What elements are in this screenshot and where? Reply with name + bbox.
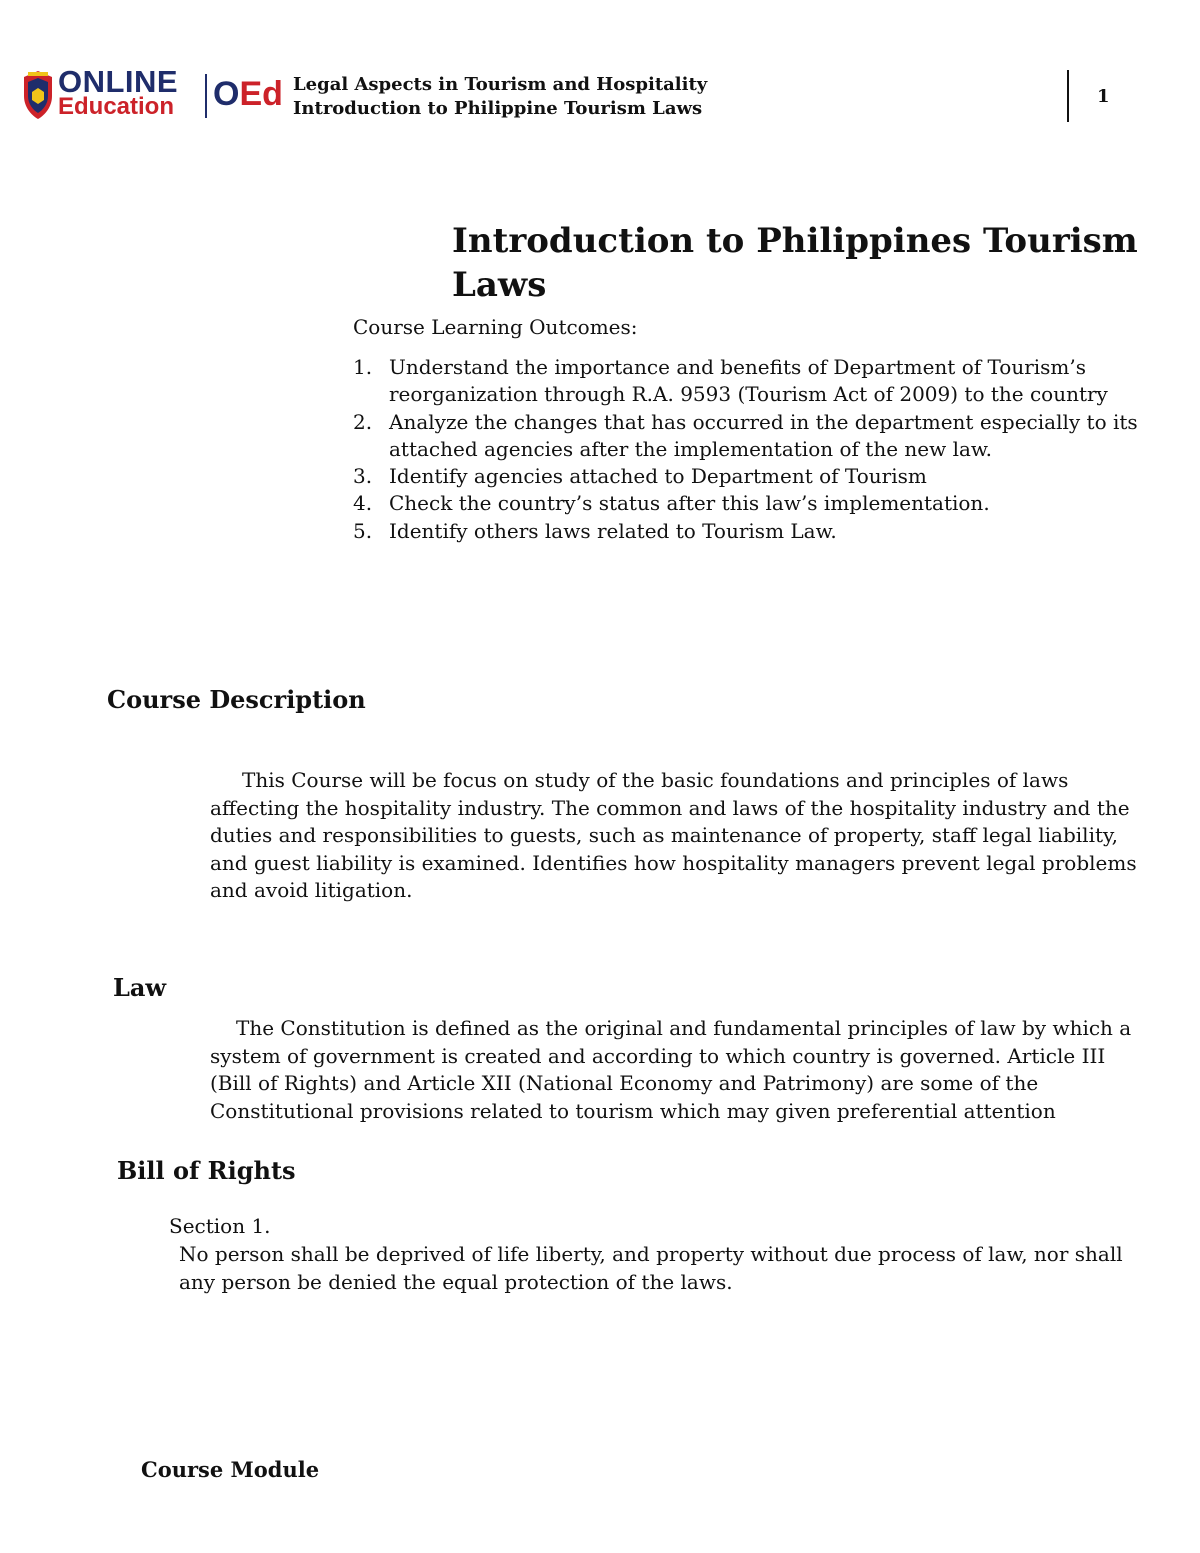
logo-oed-o: O (213, 75, 240, 113)
list-item-text: Identify others laws related to Tourism Law. (389, 518, 837, 543)
list-item (353, 490, 1143, 517)
course-description-text: This Course will be focus on study of the basic foundations and principles of laws affecting the hospitality industry. The common and laws of the hospitality industry and the duties and responsibilities to guests, such as maintenance of property, staff legal liability, and guest liability is examined. Identifies how hospitality managers prevent legal problems and avoid litigation. (210, 768, 1137, 902)
logo-oed-ed: Ed (239, 75, 283, 113)
list-item-number: 3. (353, 464, 373, 489)
course-description-heading: Course Description (107, 685, 366, 714)
law-heading: Law (113, 973, 167, 1002)
list-item-text: Understand the importance and benefits of Department of Tourism’s reorganization through R.A. 9593 (Tourism Act of 2009) to the country (389, 355, 1108, 407)
page-number: 1 (1097, 86, 1110, 107)
law-text: The Constitution is defined as the original and fundamental principles of law by which a system of government is created and according to which country is governed. Article III (Bill of Rights) and Article XII (National Economy and Patrimony) are some of the Constitutional provisions related to tourism which may given preferential attention (210, 1016, 1132, 1123)
list-item-number: 5. (353, 518, 373, 543)
page-title: Introduction to Philippines Tourism Laws (452, 221, 1138, 305)
list-item (353, 518, 1143, 545)
list-item-number: 1. (353, 355, 373, 379)
list-item-text: Analyze the changes that has occurred in the department especially to its attached agencies after the implementation of the new law. (389, 409, 1138, 461)
list-item-number: 4. (353, 491, 373, 516)
list-item-text: Check the country’s status after this law’s implementation. (389, 491, 990, 516)
list-item-text: Identify agencies attached to Department of Tourism (389, 464, 927, 489)
header-divider (1067, 70, 1069, 122)
logo-oed-mark (213, 74, 283, 114)
list-item (353, 409, 1143, 464)
logo-divider (205, 74, 207, 118)
section-label: Section 1. (169, 1214, 271, 1238)
section-text: No person shall be deprived of life liberty, and property without due process of law, nor shall any person be denied the equal protection of the laws. (179, 1242, 1123, 1294)
list-item (353, 354, 1143, 409)
header-subtitle: Introduction to Philippine Tourism Laws (293, 98, 703, 119)
bill-of-rights-heading: Bill of Rights (117, 1156, 296, 1185)
logo-education-text: Education (58, 93, 175, 120)
header-course-title: Legal Aspects in Tourism and Hospitality (293, 74, 708, 95)
header-text (293, 73, 707, 121)
list-item (353, 463, 1143, 490)
shield-crest-icon (22, 70, 54, 120)
learning-outcomes-list (353, 354, 1143, 545)
course-module-label: Course Module (141, 1457, 320, 1482)
online-education-logo (22, 64, 283, 124)
learning-outcomes-heading: Course Learning Outcomes: (353, 315, 638, 339)
list-item-number: 2. (353, 409, 373, 434)
logo-online-text: ONLINE (58, 64, 179, 99)
